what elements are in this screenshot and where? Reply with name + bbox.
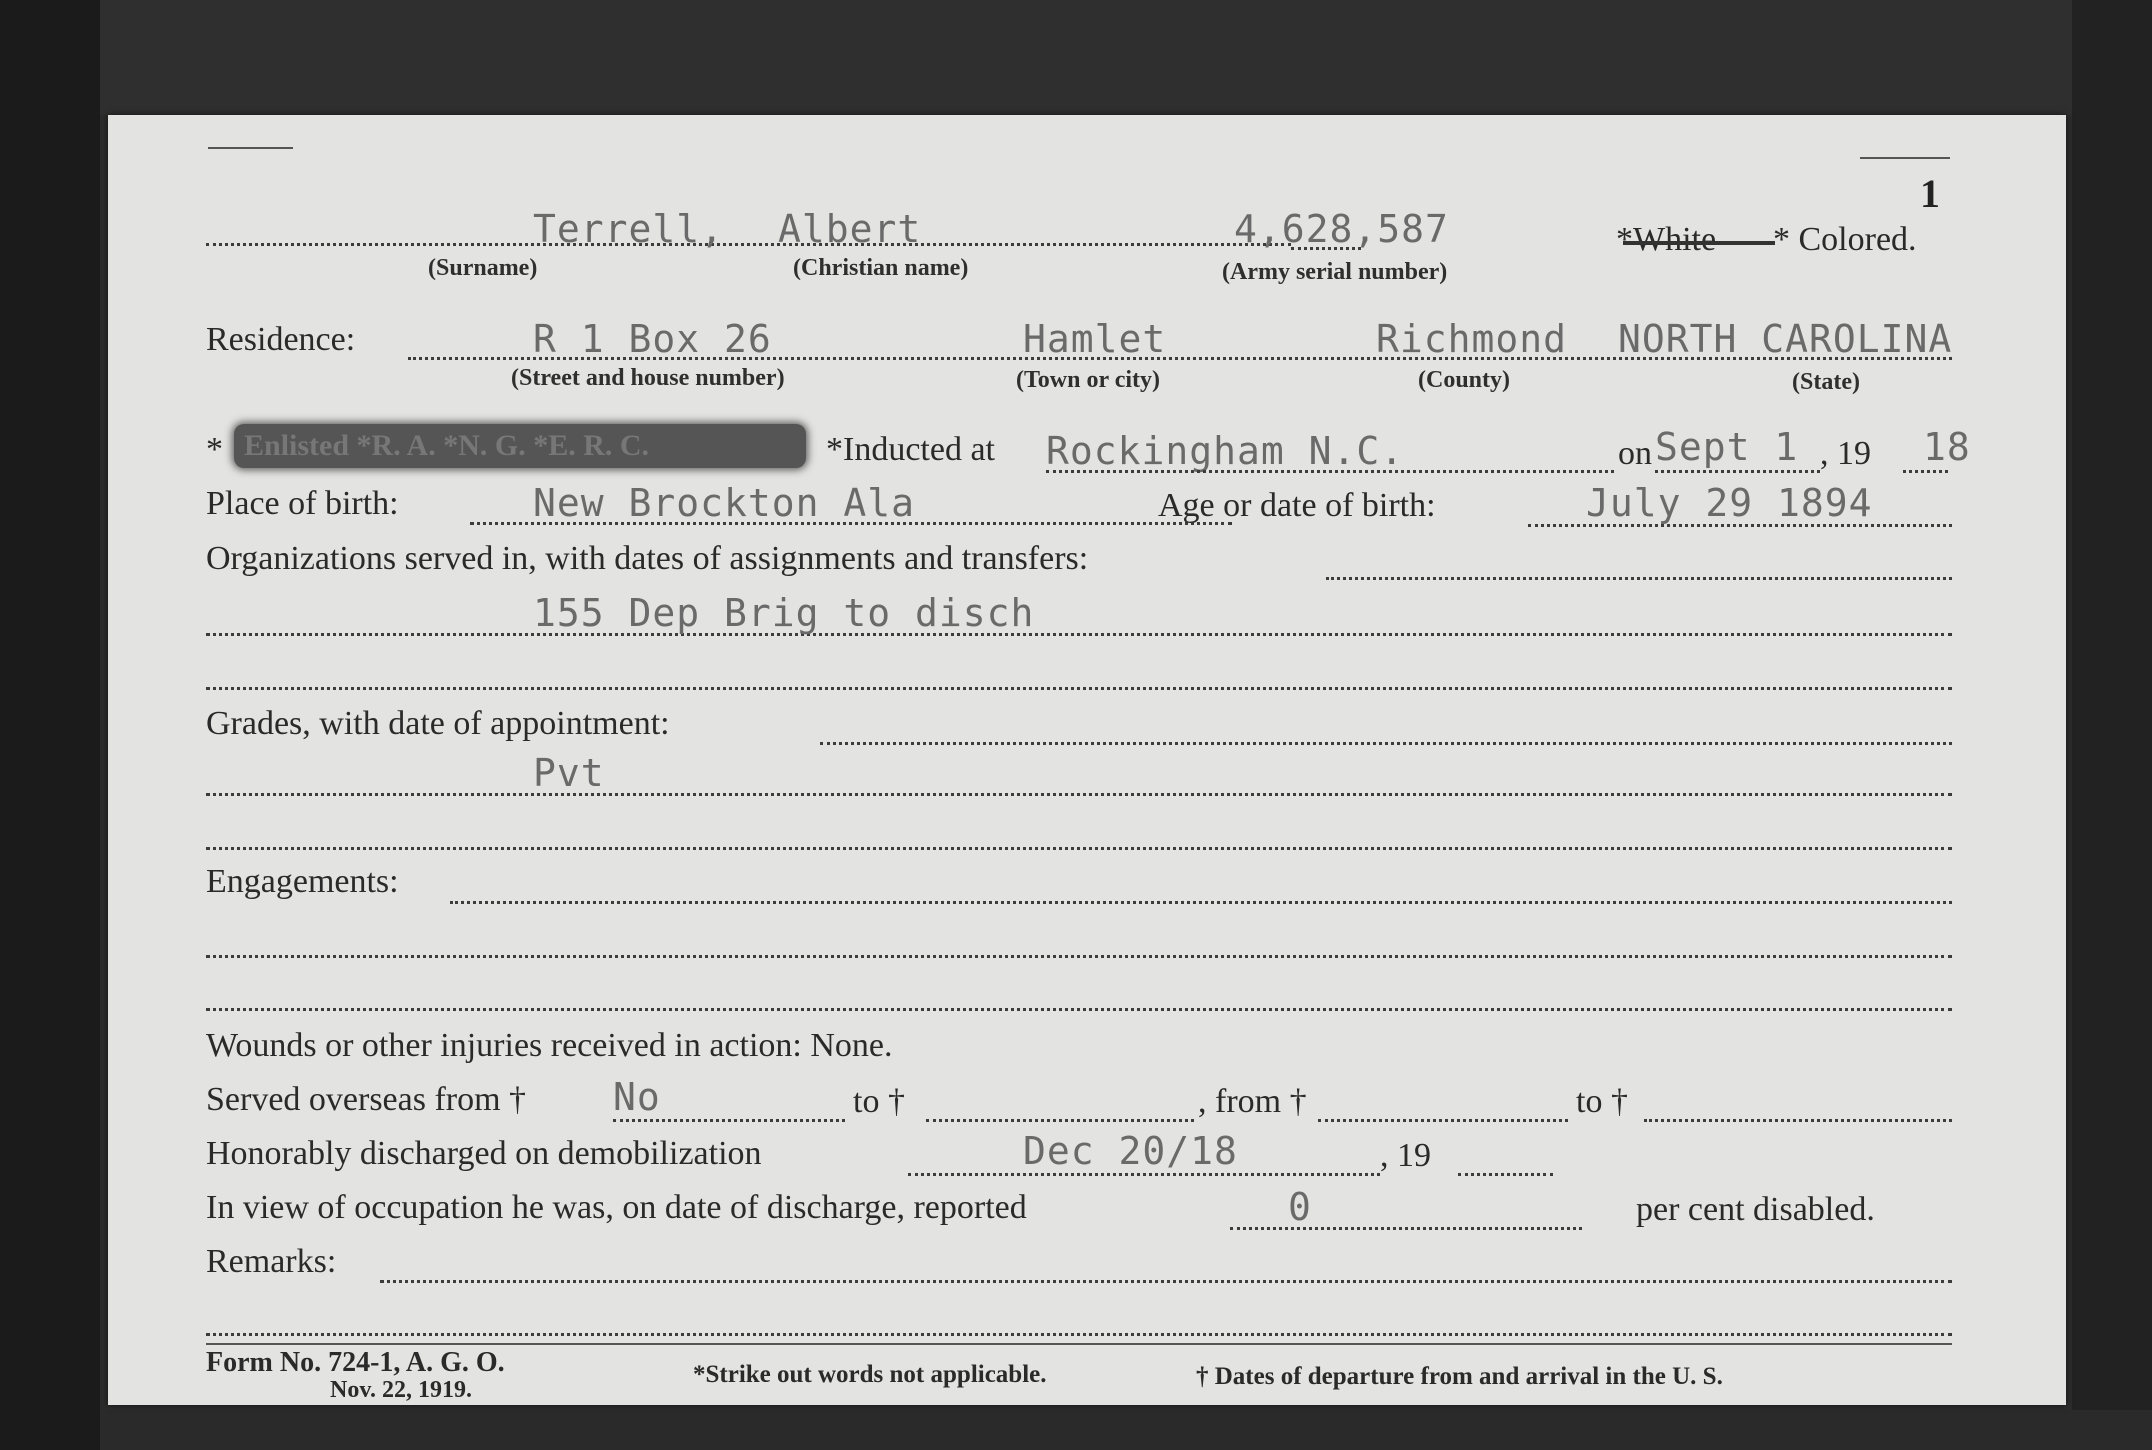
engagements-line-2 (206, 1008, 1952, 1011)
form-date: Nov. 22, 1919. (330, 1377, 473, 1403)
overseas-to-label-2: to † (1576, 1083, 1628, 1120)
street-value: R 1 Box 26 (533, 317, 772, 361)
overseas-from-label-2: , from † (1198, 1083, 1307, 1120)
on-label: on (1618, 435, 1652, 472)
caption-christian-name: (Christian name) (793, 255, 969, 281)
serial-tail-line (1291, 247, 1361, 250)
enlistment-star: * (206, 431, 223, 468)
overseas-value: No (613, 1075, 661, 1119)
caption-street: (Street and house number) (511, 365, 785, 391)
service-record-card (108, 115, 2066, 1405)
discharge-date-value: Dec 20/18 (1023, 1129, 1238, 1173)
overseas-to-label: to † (853, 1083, 905, 1120)
overseas-to-line (926, 1119, 1194, 1122)
race-colored-option: * Colored. (1773, 221, 1917, 258)
overseas-label: Served overseas from † (206, 1081, 527, 1118)
disabled-suffix: per cent disabled. (1636, 1191, 1875, 1228)
overseas-from-line-2 (1318, 1119, 1568, 1122)
top-right-rule (1860, 157, 1950, 159)
inducted-year-line (1903, 470, 1948, 473)
caption-serial-number: (Army serial number) (1222, 259, 1448, 285)
inducted-year-value: 18 (1923, 425, 1971, 469)
birth-place-value: New Brockton Ala (533, 481, 916, 525)
engagements-label: Engagements: (206, 863, 399, 900)
overseas-to-line-2 (1644, 1119, 1952, 1122)
remarks-label: Remarks: (206, 1243, 337, 1280)
organizations-label: Organizations served in, with dates of assignments and transfers: (206, 540, 1089, 577)
overseas-from-line (613, 1119, 845, 1122)
state-value: NORTH CAROLINA (1618, 317, 1953, 361)
wounds-label: Wounds or other injuries received in action: None. (206, 1027, 893, 1064)
county-value: Richmond (1376, 317, 1568, 361)
enlisted-options-redacted: Enlisted *R. A. *N. G. *E. R. C. (234, 424, 806, 468)
scan-border-left (0, 0, 100, 1450)
organizations-line-2 (206, 687, 1952, 690)
grades-line-1 (206, 793, 1952, 796)
grades-value: Pvt (533, 751, 605, 795)
caption-town: (Town or city) (1016, 367, 1160, 393)
occupation-label: In view of occupation he was, on date of discharge, reported (206, 1189, 1027, 1226)
birth-place-label: Place of birth: (206, 485, 399, 522)
scan-border-top (100, 0, 2152, 115)
inducted-date-value: Sept 1 (1655, 425, 1799, 469)
surname-value: Terrell, (533, 207, 725, 251)
remarks-line-1 (206, 1333, 1952, 1336)
name-line (206, 243, 1291, 246)
serial-number-value: 4,628,587 (1234, 207, 1449, 251)
card-number: 1 (1920, 171, 1940, 216)
inducted-date-line (1655, 470, 1820, 473)
christian-name-value: Albert (778, 207, 922, 251)
grades-label: Grades, with date of appointment: (206, 705, 670, 742)
organizations-value: 155 Dep Brig to disch (533, 591, 1035, 635)
footnote-strike-out: *Strike out words not applicable. (693, 1361, 1047, 1388)
footer-rule (206, 1343, 1952, 1345)
remarks-line-0 (380, 1280, 1952, 1283)
birth-date-value: July 29 1894 (1586, 481, 1873, 525)
birth-date-label: Age or date of birth: (1158, 487, 1436, 524)
footnote-dates: † Dates of departure from and arrival in the U. S. (1196, 1363, 1723, 1390)
organizations-line-1 (206, 633, 1952, 636)
disabled-line (1230, 1227, 1582, 1230)
form-number: Form No. 724-1, A. G. O. (206, 1347, 505, 1378)
scan-border-right (2072, 0, 2152, 1450)
caption-state: (State) (1792, 369, 1860, 395)
discharge-label: Honorably discharged on demobilization (206, 1135, 762, 1172)
disabled-value: 0 (1288, 1185, 1312, 1229)
race-white-option: *White (1616, 221, 1717, 258)
inducted-label: *Inducted at (826, 431, 995, 468)
engagements-line-0 (450, 901, 1952, 904)
inducted-line (1046, 470, 1614, 473)
grades-line-0 (820, 742, 1952, 745)
discharge-date-line (908, 1173, 1380, 1176)
caption-surname: (Surname) (428, 255, 538, 281)
engagements-line-1 (206, 955, 1952, 958)
inducted-place-value: Rockingham N.C. (1046, 429, 1405, 473)
discharge-year-line (1458, 1173, 1553, 1176)
caption-county: (County) (1418, 367, 1511, 393)
organizations-line-0 (1326, 577, 1952, 580)
residence-label: Residence: (206, 321, 356, 358)
town-value: Hamlet (1023, 317, 1167, 361)
discharge-year-prefix: , 19 (1380, 1137, 1431, 1174)
scan-border-bottom (100, 1410, 2152, 1450)
race-white-strike (1623, 241, 1775, 245)
top-left-rule (208, 147, 293, 149)
inducted-year-prefix: , 19 (1820, 435, 1871, 472)
grades-line-2 (206, 847, 1952, 850)
